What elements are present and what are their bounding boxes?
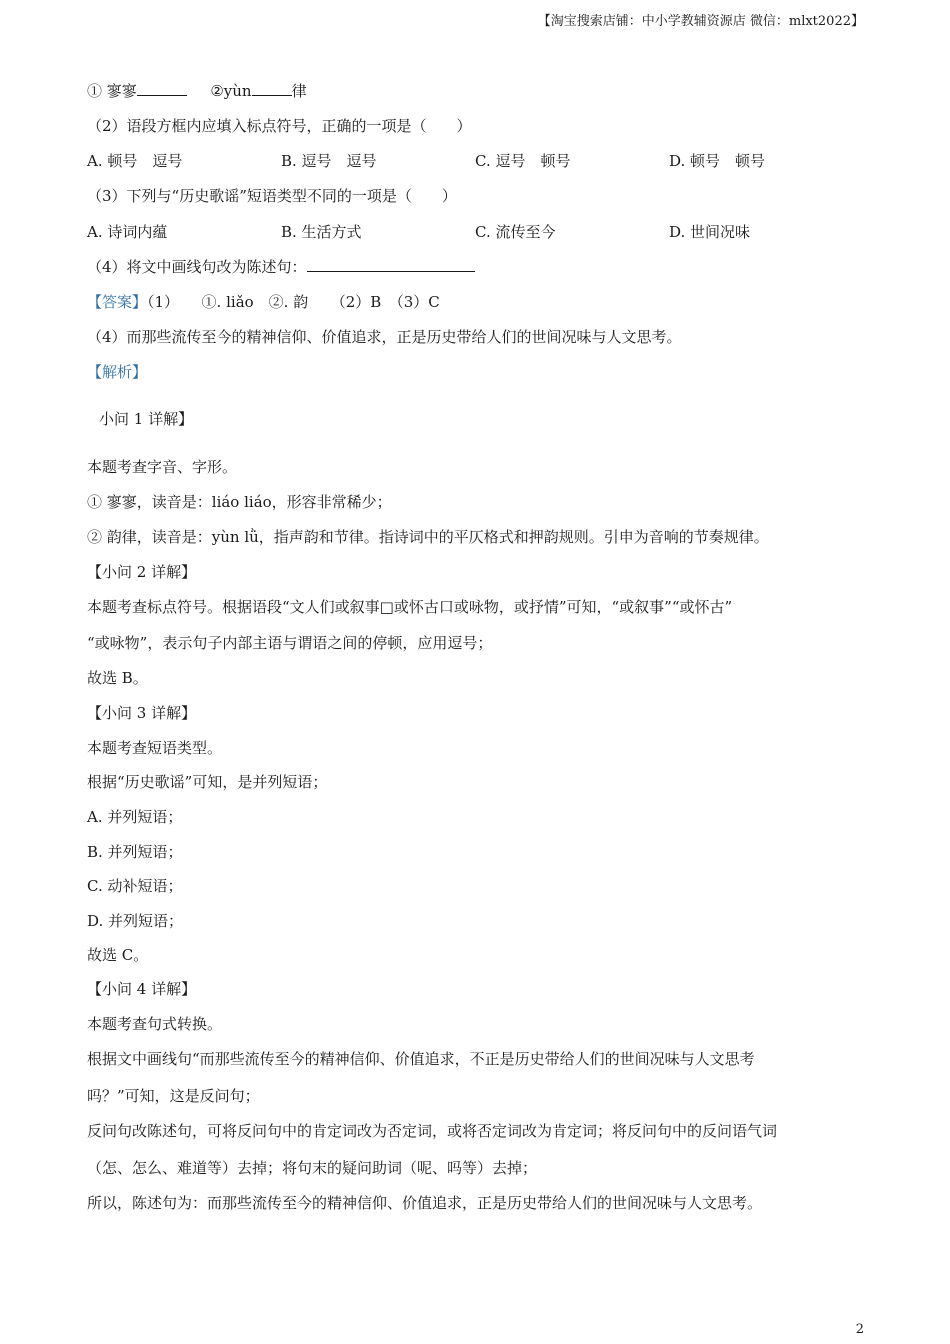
q1-blank-1 xyxy=(137,81,187,96)
page-header: 【淘宝搜索店铺：中小学教辅资源店 微信：mlxt2022】 xyxy=(537,14,864,29)
analysis-line: 本题考查标点符号。根据语段“文人们或叙事□或怀古口或咏物，或抒情”可知，“或叙事”“或怀古” xyxy=(87,598,733,616)
analysis-line: 【小问 3 详解】 xyxy=(87,704,197,722)
q1-item-2: ②yùn xyxy=(210,82,252,100)
q2-option-b: B. 逗号 逗号 xyxy=(281,152,377,170)
analysis-line: 故选 C。 xyxy=(87,946,149,964)
q2-option-c: C. 逗号 顿号 xyxy=(475,152,571,170)
q3-option-b: B. 生活方式 xyxy=(281,223,362,241)
analysis-line: “或咏物”，表示句子内部主语与谓语之间的停顿，应用逗号； xyxy=(87,634,493,652)
q2-option-a: A. 顿号 逗号 xyxy=(87,152,183,170)
analysis-line: 小问 1 详解】 xyxy=(99,410,194,428)
answer-line xyxy=(87,292,440,312)
analysis-line: ② 韵律，读音是：yùn lǜ，指声韵和节律。指诗词中的平仄格式和押韵规则。引申为音响的节奏规律。 xyxy=(87,528,769,546)
q4-stem-line xyxy=(87,257,475,277)
q2-option-d: D. 顿号 顿号 xyxy=(669,152,766,170)
analysis-line: ① 寥寥，读音是：liáo liáo，形容非常稀少； xyxy=(87,493,392,511)
q1-blank-2 xyxy=(252,81,292,96)
analysis-line: 根据“历史歌谣”可知，是并列短语； xyxy=(87,773,328,791)
answer-label: 【答案】 xyxy=(87,293,148,311)
analysis-line: 所以，陈述句为：而那些流传至今的精神信仰、价值追求，正是历史带给人们的世间况味与人文思考。 xyxy=(87,1194,763,1212)
analysis-line: 本题考查短语类型。 xyxy=(87,739,223,757)
analysis-line: A. 并列短语； xyxy=(87,808,183,826)
analysis-label: 【解析】 xyxy=(87,363,148,381)
q1-fill-line xyxy=(87,81,307,101)
q3-option-c: C. 流传至今 xyxy=(475,223,556,241)
q1-item-2-suffix: 律 xyxy=(291,82,307,100)
analysis-line: 【小问 4 详解】 xyxy=(87,980,197,998)
analysis-line: （怎、怎么、难道等）去掉；将句末的疑问助词（呢、吗等）去掉； xyxy=(87,1159,538,1177)
analysis-line: 【小问 2 详解】 xyxy=(87,563,197,581)
analysis-line: 吗？”可知，这是反问句； xyxy=(87,1087,260,1105)
q1-item-1: ① 寥寥 xyxy=(87,82,137,100)
q2-stem: （2）语段方框内应填入标点符号，正确的一项是（ ） xyxy=(87,117,472,135)
analysis-line: D. 并列短语； xyxy=(87,912,184,930)
q3-option-a: A. 诗词内蕴 xyxy=(87,223,168,241)
q4-stem: （4）将文中画线句改为陈述句： xyxy=(87,258,307,276)
analysis-line: C. 动补短语； xyxy=(87,877,183,895)
answer-text: （1） ①. liǎo ②. 韵 （2）B （3）C xyxy=(147,293,440,311)
analysis-line: 根据文中画线句“而那些流传至今的精神信仰、价值追求，不正是历史带给人们的世间况味与人文思考 xyxy=(87,1050,755,1068)
q3-stem: （3）下列与“历史歌谣”短语类型不同的一项是（ ） xyxy=(87,187,457,205)
analysis-line: 本题考查字音、字形。 xyxy=(87,458,238,476)
analysis-line: 反问句改陈述句，可将反问句中的肯定词改为否定词，或将否定词改为肯定词；将反问句中的反问语气词 xyxy=(87,1122,778,1140)
q3-option-d: D. 世间况味 xyxy=(669,223,751,241)
answer-line-2: （4）而那些流传至今的精神信仰、价值追求，正是历史带给人们的世间况味与人文思考。 xyxy=(87,328,682,346)
page-number: 2 xyxy=(855,1322,864,1337)
analysis-line: 本题考查句式转换。 xyxy=(87,1015,223,1033)
analysis-line: B. 并列短语； xyxy=(87,843,183,861)
analysis-line: 故选 B。 xyxy=(87,669,148,687)
q4-blank xyxy=(307,257,475,272)
